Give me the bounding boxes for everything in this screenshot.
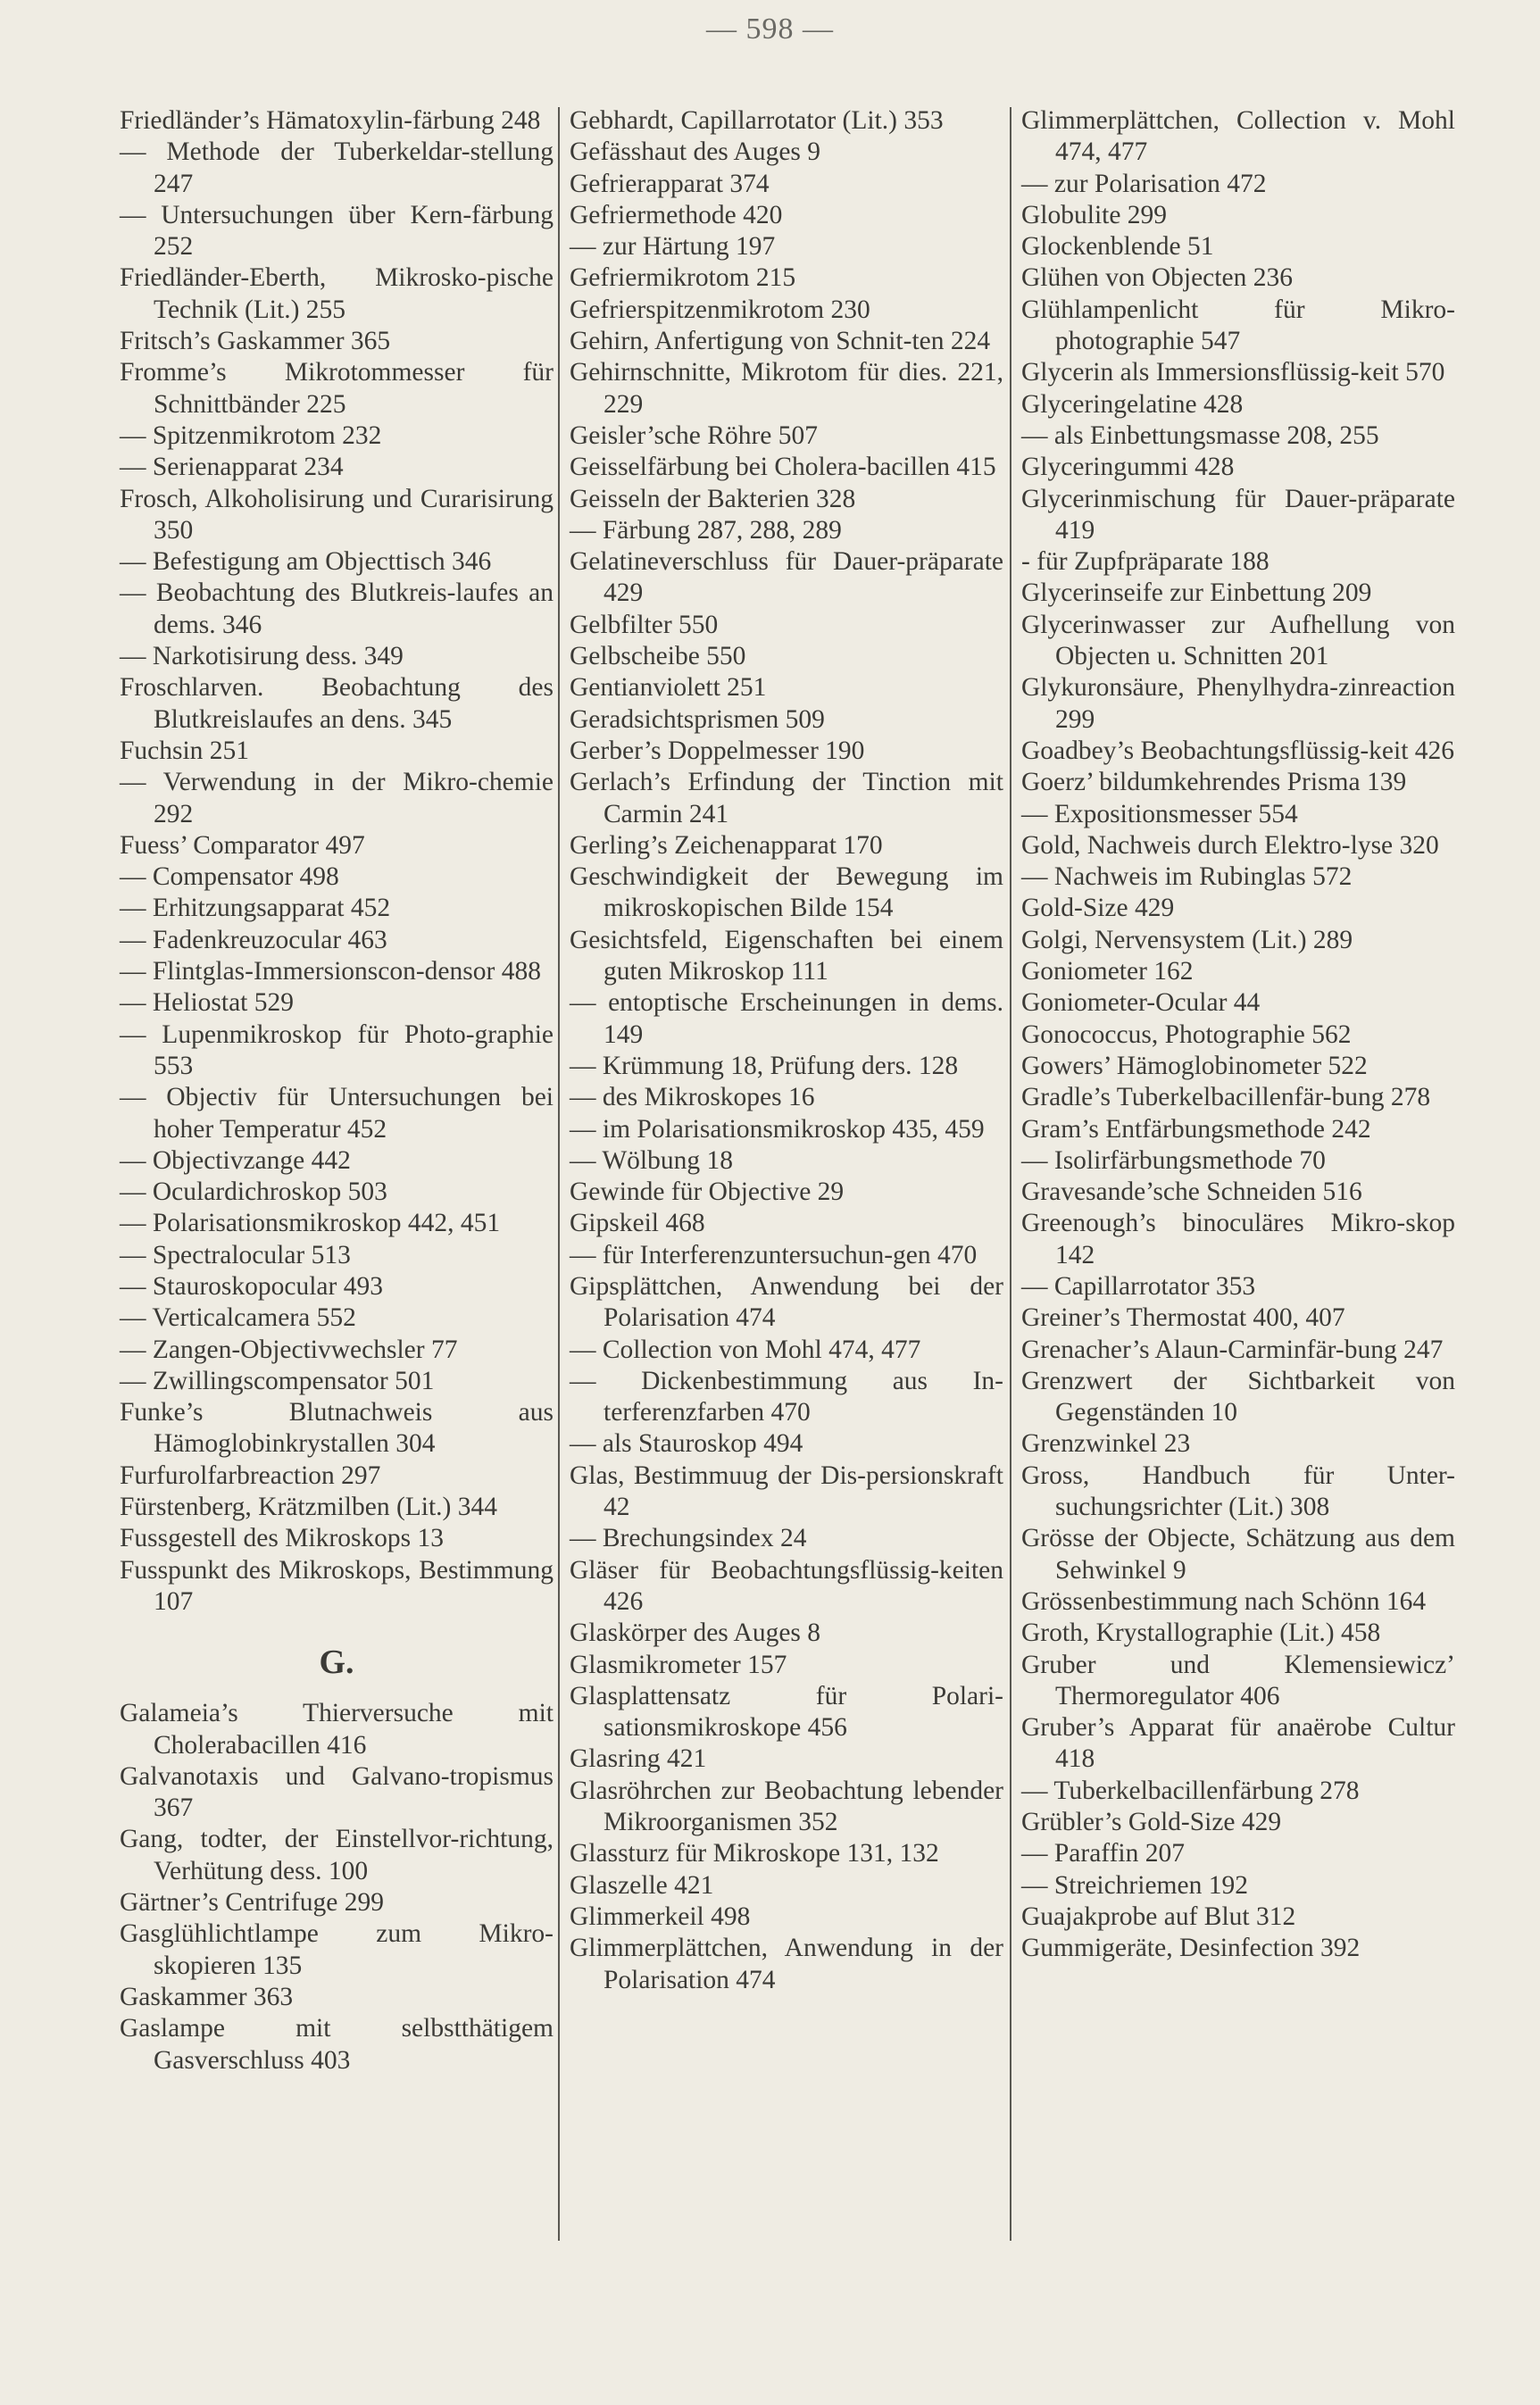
index-entry: Fritsch’s Gaskammer 365 — [120, 327, 391, 356]
index-entry: — Methode der Tuberkeldar-stellung 247 — [120, 137, 554, 198]
index-entry: Fromme’s Mikrotommesser für Schnittbänder 225 — [120, 358, 554, 419]
index-entry: Glaszelle 421 — [570, 1870, 714, 1900]
index-entry: Friedländer-Eberth, Mikrosko-pische Technik (Lit.) 255 — [120, 263, 554, 324]
index-entry: Greenough’s binoculäres Mikro-skop 142 — [1021, 1209, 1455, 1269]
index-entry: — Spitzenmikrotom 232 — [120, 420, 382, 450]
index-entry: Gehirnschnitte, Mikrotom für dies. 221, 229 — [570, 358, 1003, 419]
index-entry: Glimmerkeil 498 — [570, 1902, 751, 1931]
index-entry: Glühlampenlicht für Mikro-photographie 547 — [1021, 295, 1455, 356]
index-entry: Goadbey’s Beobachtungsflüssig-keit 426 — [1021, 736, 1455, 765]
index-entry: — Verticalcamera 552 — [120, 1303, 356, 1333]
index-column-1 — [120, 105, 554, 2076]
index-entry: Gram’s Entfärbungsmethode 242 — [1021, 1114, 1371, 1144]
index-entry: Glockenblende 51 — [1021, 232, 1214, 262]
index-entry: — entoptische Erscheinungen in dems. 149 — [570, 988, 1003, 1049]
index-entry: Gummigeräte, Desinfection 392 — [1021, 1934, 1361, 1963]
index-entry: Gesichtsfeld, Eigenschaften bei einem guten Mikroskop 111 — [570, 925, 1003, 986]
index-entry: — Capillarrotator 353 — [1021, 1271, 1256, 1301]
index-column-2 — [570, 105, 1003, 1996]
index-entry: Golgi, Nervensystem (Lit.) 289 — [1021, 925, 1353, 954]
index-entry: Goniometer 162 — [1021, 957, 1194, 986]
index-entry: Glasplattensatz für Polari-sationsmikroskope 456 — [570, 1681, 1003, 1743]
index-entry: Fuchsin 251 — [120, 736, 250, 765]
index-entry: — Krümmung 18, Prüfung ders. 128 — [570, 1051, 959, 1080]
index-entry: Gebhardt, Capillarrotator (Lit.) 353 — [570, 106, 944, 135]
index-entry: Fuess’ Comparator 497 — [120, 830, 365, 860]
index-entry: — Heliostat 529 — [120, 988, 295, 1018]
index-entry: Glasröhrchen zur Beobachtung lebender Mikroorganismen 352 — [570, 1776, 1003, 1837]
index-entry: Gonococcus, Photographie 562 — [1021, 1019, 1352, 1049]
index-entry: — Expositionsmesser 554 — [1021, 799, 1298, 828]
index-entry: — Brechungsindex 24 — [570, 1524, 807, 1553]
index-entry: — Oculardichroskop 503 — [120, 1178, 387, 1207]
index-entry: — Objectiv für Untersuchungen bei hoher Temperatur 452 — [120, 1083, 554, 1144]
index-entry: Gipskeil 468 — [570, 1209, 705, 1238]
index-entry: Glas, Bestimmuug der Dis-persionskraft 42 — [570, 1460, 1003, 1522]
index-column-3 — [1021, 105, 1455, 1965]
index-entry: Glycerinseife zur Einbettung 209 — [1021, 578, 1372, 608]
index-entry: — Flintglas-Immersionscon-densor 488 — [120, 957, 541, 986]
index-entry: Geisselfärbung bei Cholera-bacillen 415 — [570, 453, 996, 482]
index-entry: — für Interferenzuntersuchun-gen 470 — [570, 1240, 978, 1269]
index-entry: Glassturz für Mikroskope 131, 132 — [570, 1839, 939, 1868]
index-entry: Goniometer-Ocular 44 — [1021, 988, 1261, 1018]
index-entry: Goerz’ bildumkehrendes Prisma 139 — [1021, 768, 1407, 797]
index-entry: Gefriermikrotom 215 — [570, 263, 796, 293]
index-entry: — Verwendung in der Mikro-chemie 292 — [120, 768, 554, 828]
index-entry: — im Polarisationsmikroskop 435, 459 — [570, 1114, 985, 1144]
index-entry: Globulite 299 — [1021, 200, 1168, 229]
index-entry: — Collection von Mohl 474, 477 — [570, 1335, 921, 1364]
index-entry: Glasmikrometer 157 — [570, 1650, 787, 1679]
index-entry: Glycerinwasser zur Aufhellung von Objecten u. Schnitten 201 — [1021, 610, 1455, 671]
index-entry: Gerlach’s Erfindung der Tinction mit Carmin 241 — [570, 768, 1003, 828]
index-entry: — Polarisationsmikroskop 442, 451 — [120, 1209, 501, 1238]
index-entry: Glyceringelatine 428 — [1021, 389, 1244, 419]
index-entry: — Nachweis im Rubinglas 572 — [1021, 862, 1353, 892]
index-entry: Frosch, Alkoholisirung und Curarisirung 350 — [120, 484, 554, 545]
index-entry: Gravesande’sche Schneiden 516 — [1021, 1178, 1362, 1207]
index-entry: — als Einbettungsmasse 208, 255 — [1021, 420, 1379, 450]
index-entry: Grössenbestimmung nach Schönn 164 — [1021, 1586, 1427, 1616]
index-entry: Glycerinmischung für Dauer-präparate 419 — [1021, 484, 1455, 545]
index-entry: — zur Polarisation 472 — [1021, 169, 1267, 198]
index-entry: Gelbscheibe 550 — [570, 642, 746, 671]
index-entry: Groth, Krystallographie (Lit.) 458 — [1021, 1619, 1381, 1648]
index-entry: — Spectralocular 513 — [120, 1240, 351, 1269]
index-entry: — als Stauroskop 494 — [570, 1429, 803, 1459]
index-entry: Fusspunkt des Mikroskops, Bestimmung 107 — [120, 1555, 554, 1616]
index-entry: Gerling’s Zeichenapparat 170 — [570, 830, 883, 860]
index-entry: Glyceringummi 428 — [1021, 453, 1235, 482]
index-entry: Gefrierspitzenmikrotom 230 — [570, 295, 870, 324]
index-entry: Gowers’ Hämoglobinometer 522 — [1021, 1051, 1368, 1080]
index-entry: Galameia’s Thierversuche mit Cholerabacillen 416 — [120, 1699, 554, 1760]
index-entry: Gold-Size 429 — [1021, 894, 1175, 923]
index-entry: Furfurolfarbreaction 297 — [120, 1460, 381, 1490]
index-entry: Geradsichtsprismen 509 — [570, 704, 825, 734]
index-entry: Gefrierapparat 374 — [570, 169, 770, 198]
column-divider — [1010, 107, 1011, 2241]
index-entry: — zur Härtung 197 — [570, 232, 776, 262]
index-entry: Gewinde für Objective 29 — [570, 1178, 845, 1207]
index-entry: — Objectivzange 442 — [120, 1145, 351, 1175]
index-entry: Glycerin als Immersionsflüssig-keit 570 — [1021, 358, 1445, 387]
index-entry: — des Mikroskopes 16 — [570, 1083, 815, 1112]
index-entry: — Narkotisirung dess. 349 — [120, 642, 404, 671]
index-entry: — Fadenkreuzocular 463 — [120, 925, 387, 954]
page-number: — 598 — — [706, 12, 834, 46]
index-entry: — Zwillingscompensator 501 — [120, 1366, 435, 1395]
index-entry: — Serienapparat 234 — [120, 453, 344, 482]
index-entry: Greiner’s Thermostat 400, 407 — [1021, 1303, 1345, 1333]
index-entry: Gelbfilter 550 — [570, 610, 719, 639]
index-entry: Geschwindigkeit der Bewegung im mikroskopischen Bilde 154 — [570, 862, 1003, 923]
index-entry: Gefriermethode 420 — [570, 200, 783, 229]
index-entry: Gerber’s Doppelmesser 190 — [570, 736, 865, 765]
index-entry: Gang, todter, der Einstellvor-richtung, Verhütung dess. 100 — [120, 1825, 554, 1885]
index-entry: Glühen von Objecten 236 — [1021, 263, 1293, 293]
index-entry: Gipsplättchen, Anwendung bei der Polarisation 474 — [570, 1271, 1003, 1333]
index-entry: Galvanotaxis und Galvano-tropismus 367 — [120, 1761, 554, 1823]
index-entry: — Dickenbestimmung aus In-terferenzfarben 470 — [570, 1366, 1003, 1427]
index-entry: Gruber und Klemensiewicz’ Thermoregulator 406 — [1021, 1650, 1455, 1710]
index-entry: — Isolirfärbungsmethode 70 — [1021, 1145, 1326, 1175]
index-entry: Gross, Handbuch für Unter-suchungsrichter (Lit.) 308 — [1021, 1460, 1455, 1522]
index-entry: Grösse der Objecte, Schätzung aus dem Sehwinkel 9 — [1021, 1524, 1455, 1585]
index-entry: Gradle’s Tuberkelbacillenfär-bung 278 — [1021, 1083, 1431, 1112]
index-entry: — Wölbung 18 — [570, 1145, 734, 1175]
index-entry: Gasglühlichtlampe zum Mikro-skopieren 135 — [120, 1919, 554, 1980]
index-entry: — Untersuchungen über Kern-färbung 252 — [120, 200, 554, 262]
index-entry: — Paraffin 207 — [1021, 1839, 1185, 1868]
index-entry: Glimmerplättchen, Collection v. Mohl 474, 477 — [1021, 106, 1455, 167]
index-entry: Geisseln der Bakterien 328 — [570, 484, 856, 513]
index-entry: — Befestigung am Objecttisch 346 — [120, 547, 492, 577]
index-entry: Glasring 421 — [570, 1744, 707, 1774]
index-entry: — Streichriemen 192 — [1021, 1870, 1248, 1900]
index-entry: Fussgestell des Mikroskops 13 — [120, 1524, 445, 1553]
index-entry: Froschlarven. Beobachtung des Blutkreislaufes an dens. 345 — [120, 673, 554, 734]
index-entry: — Färbung 287, 288, 289 — [570, 515, 842, 545]
index-entry: Gläser für Beobachtungsflüssig-keiten 426 — [570, 1555, 1003, 1616]
index-entry: Grenacher’s Alaun-Carminfär-bung 247 — [1021, 1335, 1444, 1364]
index-entry: Gaslampe mit selbstthätigem Gasverschluss 403 — [120, 2014, 554, 2075]
section-letter-heading: G. — [319, 1644, 354, 1682]
index-entry: Grenzwinkel 23 — [1021, 1429, 1191, 1459]
index-entry: Gruber’s Apparat für anaërobe Cultur 418 — [1021, 1713, 1455, 1774]
index-entry: — Erhitzungsapparat 452 — [120, 894, 391, 923]
index-entry: — Tuberkelbacillenfärbung 278 — [1021, 1776, 1360, 1805]
column-divider — [558, 107, 560, 2241]
index-entry: Grübler’s Gold-Size 429 — [1021, 1808, 1282, 1837]
index-entry: Glykuronsäure, Phenylhydra-zinreaction 299 — [1021, 673, 1455, 734]
index-entry: — Compensator 498 — [120, 862, 339, 892]
index-entry: Friedländer’s Hämatoxylin-färbung 248 — [120, 106, 541, 135]
index-entry: Gefässhaut des Auges 9 — [570, 137, 821, 167]
index-entry: Gentianviolett 251 — [570, 673, 767, 703]
index-entry: Grenzwert der Sichtbarkeit von Gegenständen 10 — [1021, 1366, 1455, 1427]
index-entry: Fürstenberg, Krätzmilben (Lit.) 344 — [120, 1493, 498, 1522]
index-entry: Geisler’sche Röhre 507 — [570, 420, 818, 450]
index-entry: Gelatineverschluss für Dauer-präparate 429 — [570, 547, 1003, 608]
index-entry: — Lupenmikroskop für Photo-graphie 553 — [120, 1019, 554, 1080]
index-entry: Gehirn, Anfertigung von Schnit-ten 224 — [570, 327, 991, 356]
index-entry: — Stauroskopocular 493 — [120, 1271, 383, 1301]
index-entry: — Zangen-Objectivwechsler 77 — [120, 1335, 458, 1364]
index-entry: - für Zupfpräparate 188 — [1021, 547, 1269, 577]
index-entry: Glimmerplättchen, Anwendung in der Polarisation 474 — [570, 1934, 1003, 1994]
index-entry: Glaskörper des Auges 8 — [570, 1619, 821, 1648]
index-entry: Gaskammer 363 — [120, 1982, 294, 2011]
index-entry: — Beobachtung des Blutkreis-laufes an dems. 346 — [120, 578, 554, 639]
index-entry: Gärtner’s Centrifuge 299 — [120, 1888, 385, 1918]
index-entry: Gold, Nachweis durch Elektro-lyse 320 — [1021, 830, 1439, 860]
index-entry: Guajakprobe auf Blut 312 — [1021, 1902, 1296, 1931]
index-entry: Funke’s Blutnachweis aus Hämoglobinkrystallen 304 — [120, 1398, 554, 1459]
